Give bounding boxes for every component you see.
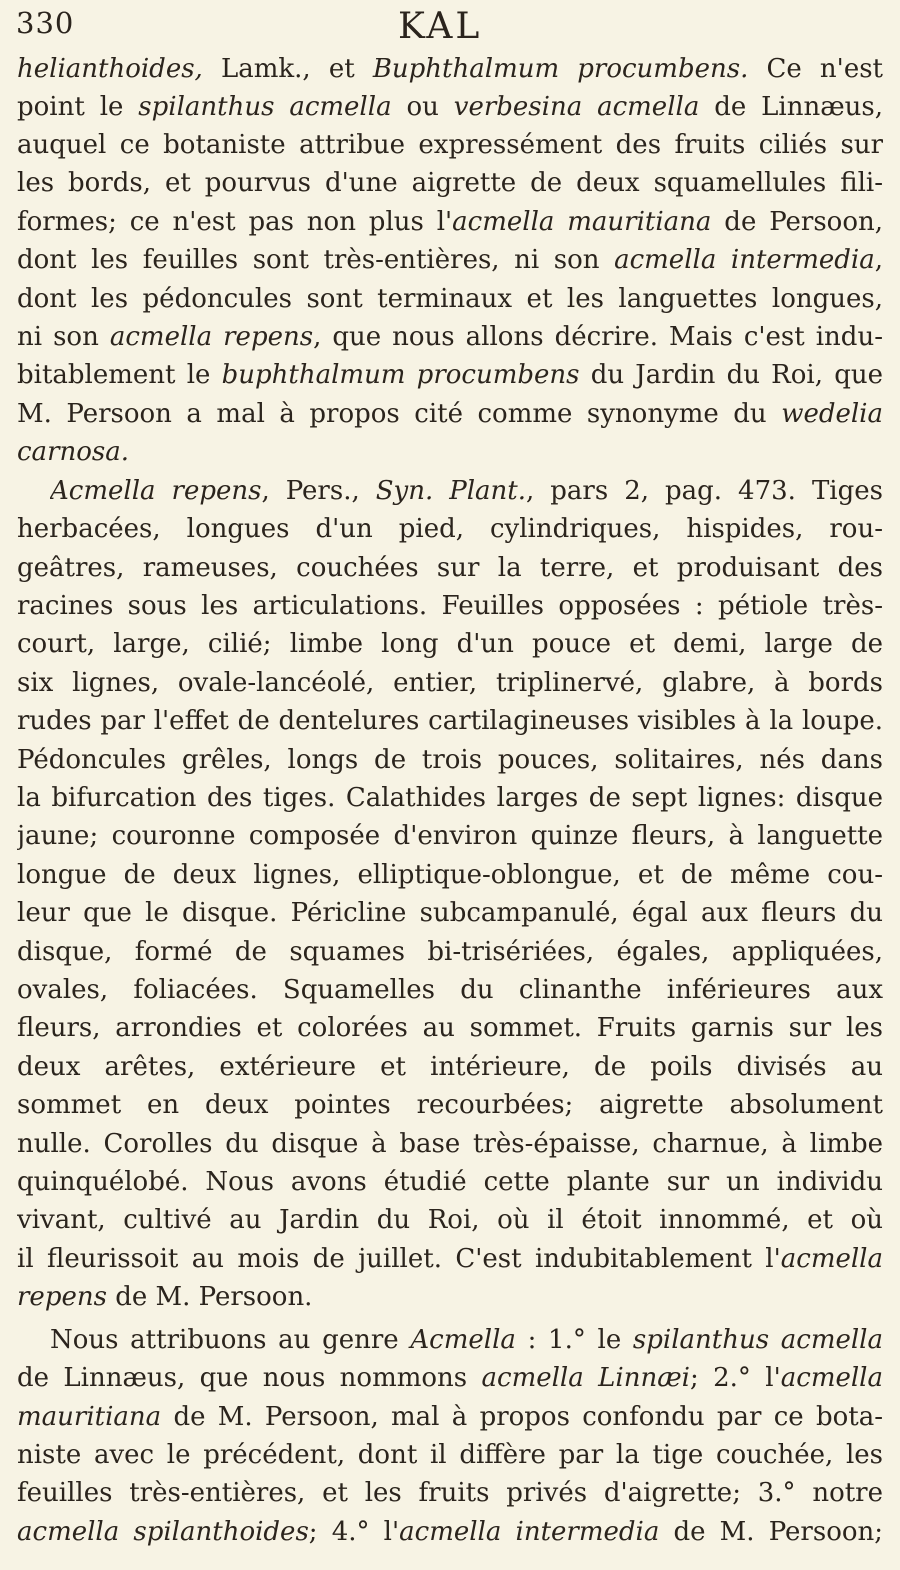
text-line-7 <box>17 281 883 317</box>
text-run: longue de deux lignes, elliptique-oblongue, et de même cou- <box>17 860 883 890</box>
text-run: rudes par l'effet de dentelures cartilagineuses visibles à la loupe. <box>17 706 883 736</box>
text-line-32 <box>17 1241 883 1277</box>
text-line-29 <box>17 1126 883 1162</box>
text-line-6 <box>17 242 883 278</box>
text-run: ; 4.° l' <box>308 1517 400 1547</box>
text-line-2 <box>17 89 883 125</box>
text-line-3 <box>17 127 883 163</box>
text-run: il fleurissoit au mois de juillet. C'est indubitablement l' <box>17 1244 781 1274</box>
text-run: ovales, foliacées. Squamelles du clinanthe inférieures aux <box>17 975 883 1005</box>
text-run: Nous attribuons au genre <box>50 1325 411 1355</box>
text-run: nulle. Corolles du disque à base très-épaisse, charnue, à limbe <box>17 1129 883 1159</box>
page-number: 330 <box>16 6 75 40</box>
text-run: de M. Persoon. <box>106 1282 313 1312</box>
text-run: formes; ce n'est pas non plus l' <box>17 207 453 237</box>
text-line-22 <box>17 857 883 893</box>
text-run: vivant, cultivé au Jardin du Roi, où il étoit innommé, et où <box>17 1205 883 1235</box>
text-run: Pédoncules grêles, longs de trois pouces, solitaires, nés dans <box>17 745 883 775</box>
text-run: Ce n'est <box>748 54 883 84</box>
text-line-25 <box>17 972 883 1008</box>
text-run: acmella spilanthoides <box>17 1517 309 1547</box>
text-run: Acmella repens <box>50 476 262 506</box>
text-line-37 <box>17 1437 883 1473</box>
running-head <box>0 0 900 50</box>
text-run: wedelia <box>781 399 883 429</box>
text-run: acmella <box>780 1363 883 1393</box>
text-run: mauritiana <box>17 1402 162 1432</box>
text-run: de Linnæus, <box>699 92 883 122</box>
text-run: bitablement le <box>17 360 222 390</box>
text-line-17 <box>17 665 883 701</box>
text-run: helianthoides, <box>17 54 203 84</box>
text-line-24 <box>17 934 883 970</box>
text-run: dont les feuilles sont très-entières, ni son <box>17 245 615 275</box>
text-line-39 <box>17 1514 883 1550</box>
text-run: , que nous allons décrire. Mais c'est indu- <box>313 322 883 352</box>
text-run: spilanthus acmella <box>632 1325 883 1355</box>
text-run: acmella Linnæi <box>481 1363 690 1393</box>
text-line-8 <box>17 319 883 355</box>
text-run: deux arêtes, extérieure et intérieure, de poils divisés au <box>17 1052 883 1082</box>
text-run: de Linnæus, que nous nommons <box>17 1363 482 1393</box>
text-run: verbesina acmella <box>453 92 700 122</box>
text-run: disque, formé de squames bi-trisériées, égales, appliquées, <box>17 937 883 967</box>
text-line-14 <box>17 550 883 586</box>
text-line-4 <box>17 165 883 201</box>
text-line-35 <box>17 1360 883 1396</box>
text-run: ni son <box>17 322 110 352</box>
text-run: Lamk., et <box>202 54 373 84</box>
text-run: Syn. Plant. <box>375 476 527 506</box>
text-run: , <box>874 245 883 275</box>
text-run: feuilles très-entières, et les fruits privés d'aigrette; 3.° notre <box>17 1478 883 1508</box>
text-run: leur que le disque. Péricline subcampanulé, égal aux fleurs du <box>17 898 883 928</box>
text-line-5 <box>17 204 883 240</box>
text-run: racines sous les articulations. Feuilles opposées : pétiole très- <box>17 591 883 621</box>
text-run: de M. Persoon, mal à propos confondu par ce bota- <box>161 1402 883 1432</box>
text-line-38 <box>17 1475 883 1511</box>
text-run: de M. Persoon; <box>659 1517 883 1547</box>
text-run: court, large, cilié; limbe long d'un pouce et demi, large de <box>17 629 883 659</box>
text-run: acmella mauritiana <box>452 207 712 237</box>
text-run: spilanthus acmella <box>138 92 392 122</box>
text-line-28 <box>17 1087 883 1123</box>
text-run: les bords, et pourvus d'une aigrette de deux squamellules fili- <box>17 168 883 198</box>
text-line-36 <box>17 1399 883 1435</box>
text-run: fleurs, arrondies et colorées au sommet. Fruits garnis sur les <box>17 1013 883 1043</box>
text-line-18 <box>17 703 883 739</box>
text-line-26 <box>17 1010 883 1046</box>
text-run: herbacées, longues d'un pied, cylindriques, hispides, rou- <box>17 514 883 544</box>
text-line-15 <box>17 588 883 624</box>
text-line-30 <box>17 1164 883 1200</box>
text-line-34 <box>50 1322 883 1358</box>
text-run: point le <box>17 92 139 122</box>
text-run: , Pers., <box>261 476 376 506</box>
text-line-16 <box>17 626 883 662</box>
text-run: acmella intermedia <box>399 1517 660 1547</box>
text-run: Acmella <box>410 1325 516 1355</box>
text-run: ou <box>391 92 454 122</box>
text-run: , pars 2, pag. 473. Tiges <box>526 476 883 506</box>
text-run: Buphthalmum procumbens. <box>372 54 749 84</box>
text-run: M. Persoon a mal à propos cité comme synonyme du <box>17 399 782 429</box>
text-line-21 <box>17 818 883 854</box>
text-line-31 <box>17 1202 883 1238</box>
text-line-9 <box>17 357 883 393</box>
text-run: jaune; couronne composée d'environ quinze fleurs, à languette <box>17 821 883 851</box>
text-run: du Jardin du Roi, que <box>579 360 883 390</box>
text-run: carnosa. <box>17 437 129 467</box>
text-line-11 <box>17 434 883 470</box>
text-run: : 1.° le <box>515 1325 633 1355</box>
text-run: buphthalmum procumbens <box>221 360 580 390</box>
text-line-20 <box>17 780 883 816</box>
text-line-10 <box>17 396 883 432</box>
text-run: dont les pédoncules sont terminaux et les languettes longues, <box>17 284 883 314</box>
text-run: de Persoon, <box>711 207 883 237</box>
text-line-27 <box>17 1049 883 1085</box>
text-run: six lignes, ovale-lancéolé, entier, triplinervé, glabre, à bords <box>17 668 883 698</box>
text-run: sommet en deux pointes recourbées; aigrette absolument <box>17 1090 883 1120</box>
text-run: acmella repens <box>109 322 314 352</box>
text-run: repens <box>17 1282 107 1312</box>
text-line-1 <box>17 51 883 87</box>
text-line-12 <box>50 473 883 509</box>
text-run: acmella intermedia <box>614 245 875 275</box>
text-run: ; 2.° l' <box>689 1363 781 1393</box>
text-run: la bifurcation des tiges. Calathides larges de sept lignes: disque <box>17 783 883 813</box>
text-run: geâtres, rameuses, couchées sur la terre, et produisant des <box>17 553 883 583</box>
text-line-19 <box>17 742 883 778</box>
text-line-13 <box>17 511 883 547</box>
text-run: quinquélobé. Nous avons étudié cette plante sur un individu <box>17 1167 883 1197</box>
text-line-33 <box>17 1279 883 1315</box>
text-run: acmella <box>780 1244 883 1274</box>
text-run: niste avec le précédent, dont il diffère par la tige couchée, les <box>17 1440 883 1470</box>
text-run: auquel ce botaniste attribue expressément des fruits ciliés sur <box>17 130 883 160</box>
text-line-23 <box>17 895 883 931</box>
header-title: KAL <box>398 6 483 47</box>
